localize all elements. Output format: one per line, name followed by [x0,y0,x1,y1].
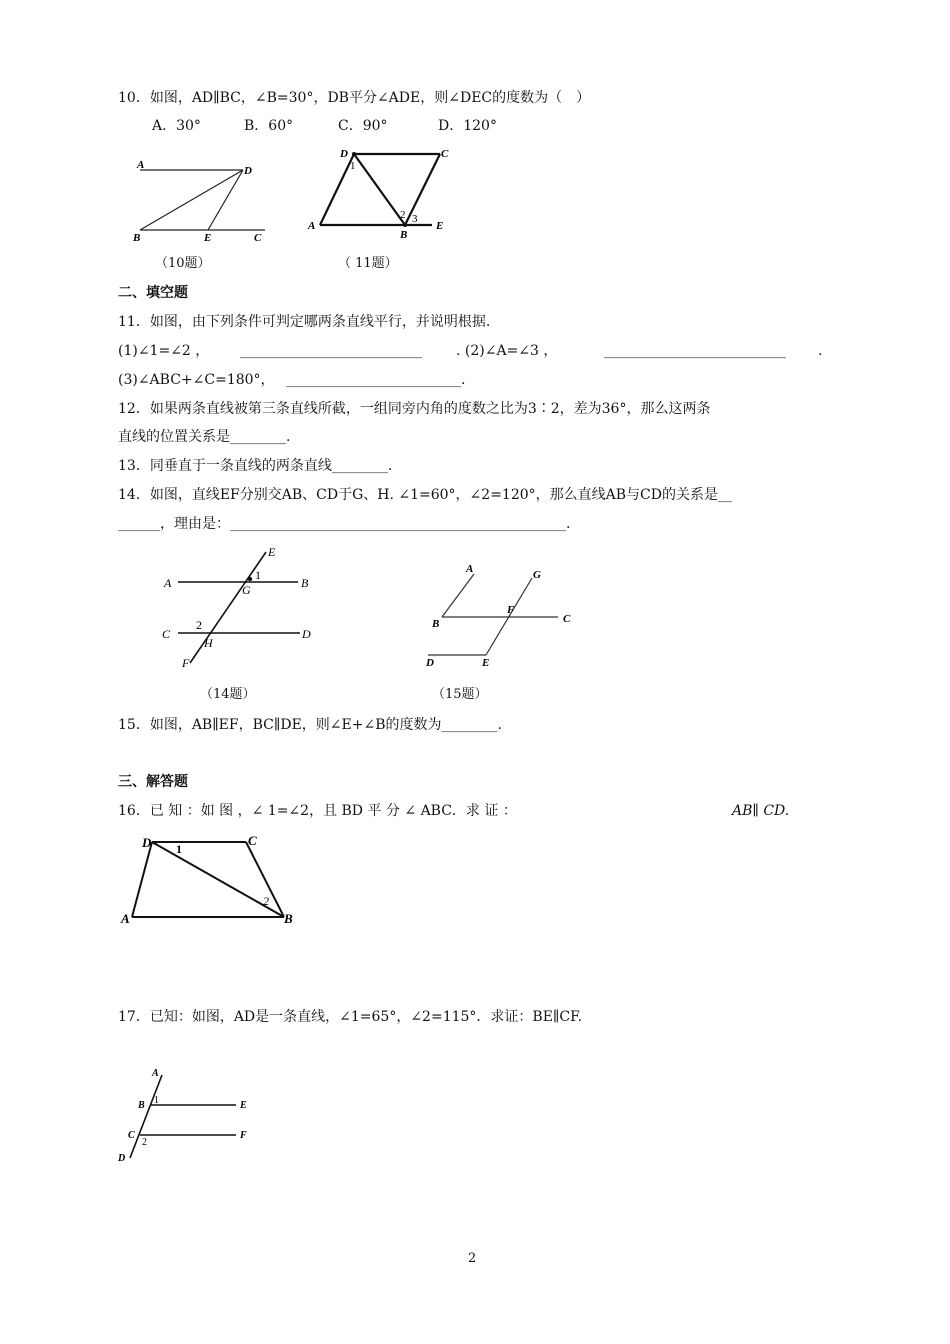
fig14-label-b: B [301,576,309,590]
fig17-label-e: E [240,1100,247,1111]
fig14-angle-2: 2 [196,618,202,632]
section-3-heading: 三、解答题 [118,774,188,790]
q11-cond-2-end: . [818,343,823,359]
fig14-label-c: C [162,627,171,641]
fig15-label-b: B [432,618,440,630]
q12-line-1: 12．如果两条直线被第三条直线所截，一组同旁内角的度数之比为3∶2，差为36°，那么这两条 [118,401,711,417]
q11-stem: 11．如图，由下列条件可判定哪两条直线平行，并说明根据. [118,314,491,330]
q10-option-c: C．90° [338,118,388,134]
fig14-caption: （14题） [200,687,256,702]
fig11-angle-2: 2 [400,209,406,221]
fig16-angle-1: 1 [176,842,182,856]
fig15-caption: （15题） [432,687,488,702]
q15-text: 15．如图，AB∥EF，BC∥DE，则∠E+∠B的度数为________. [118,717,502,733]
page-number: 2 [468,1251,477,1266]
fig11-caption: （ 11题） [338,256,398,271]
fig15-label-g: G [533,569,541,581]
fig16-label-d: D [142,835,152,850]
q10-stem: 10．如图，AD∥BC，∠B=30°，DB平分∠ADE，则∠DEC的度数为（ ） [118,90,591,106]
q11-blank-3: _________________________. [286,372,466,388]
q12-line-2: 直线的位置关系是________. [118,429,291,445]
q13-text: 13．同垂直于一条直线的两条直线________. [118,458,393,474]
q11-cond-3: (3)∠ABC+∠C=180°， [118,372,275,388]
fig10-label-c: C [254,232,262,244]
fig11-label-c: C [441,148,449,160]
fig16-angle-2: 2 [263,894,269,908]
fig10-label-d: D [244,165,252,177]
q11-blank-1: __________________________ [240,343,422,359]
q10-option-b: B．60° [244,118,294,134]
fig10-label-e: E [204,232,212,244]
fig17-label-d: D [118,1153,126,1164]
q16-stem: 16．已 知 ：如 图 ，∠ 1=∠2，且 BD 平 分 ∠ ABC．求 证 ： [118,803,517,819]
fig14-label-h: H [204,636,213,650]
fig17-angle-1: 1 [154,1095,159,1106]
q11-cond-2: . (2)∠A=∠3 ， [456,343,558,359]
section-2-heading: 二、填空题 [118,285,188,301]
q16-conclusion: AB∥ CD. [732,803,790,819]
fig14-angle-1: 1 [255,568,261,582]
fig15-label-e: E [482,657,490,669]
fig14-label-d: D [302,627,311,641]
fig15-label-a: A [466,563,474,575]
fig17-label-a: A [152,1068,159,1079]
q10-option-d: D．120° [438,118,497,134]
fig15-label-c: C [563,613,571,625]
fig16-label-c: C [248,833,257,848]
fig15-label-d: D [426,657,434,669]
q14-line-1: 14．如图，直线EF分别交AB、CD于G、H. ∠1=60°，∠2=120°，那么直线AB与CD的关系是__ [118,487,732,503]
fig11-angle-1: 1 [350,160,356,172]
fig14-label-e: E [268,545,276,559]
fig11-label-a: A [308,220,316,232]
fig11-label-e: E [436,220,444,232]
fig17-label-c: C [128,1130,135,1141]
fig14-label-f: F [182,656,190,670]
q11-cond-1: (1)∠1=∠2 ， [118,343,210,359]
fig16-label-a: A [121,911,130,926]
fig17-label-b: B [138,1100,145,1111]
fig14-label-g: G [242,583,251,597]
fig16-label-b: B [284,911,293,926]
q17-stem: 17．已知：如图，AD是一条直线，∠1=65°，∠2=115°．求证：BE∥CF. [118,1009,583,1025]
q10-option-a: A．30° [152,118,201,134]
q14-line-2: ______，理由是：________________________________________________. [118,516,571,532]
fig17-label-f: F [240,1130,247,1141]
fig10-caption: （10题） [155,256,211,271]
fig11-angle-3: 3 [412,213,418,225]
fig11-label-b: B [400,229,408,241]
fig15-label-f: F [507,604,515,616]
fig10-label-b: B [133,232,141,244]
q11-blank-2: __________________________ [604,343,786,359]
fig11-label-d: D [340,148,348,160]
fig14-label-a: A [164,576,172,590]
fig10-label-a: A [137,159,145,171]
fig17-angle-2: 2 [142,1137,147,1148]
